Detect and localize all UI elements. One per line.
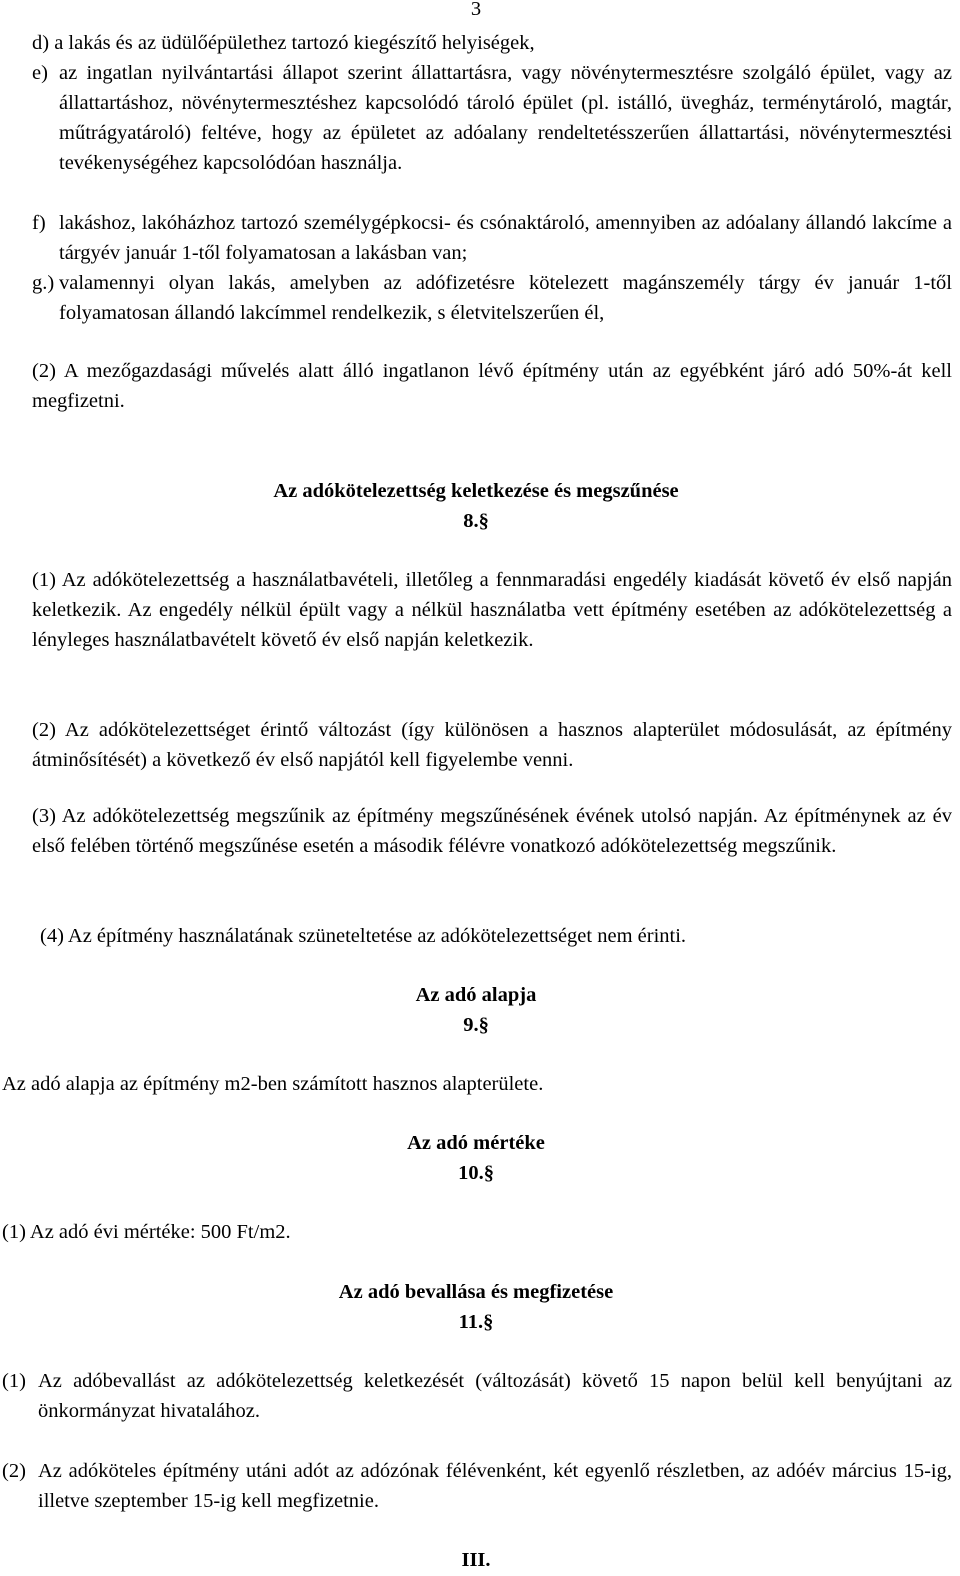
section-8-paragraph-2: (2) Az adókötelezettséget érintő változást (így különösen a hasznos alapterület módosulását, az építmény átminősítését) a következő év első napjától kell figyelembe venni. [32,719,952,771]
section-11-paragraph-1 [2,1366,952,1426]
section-9-number [0,1010,952,1040]
section-11-number [0,1307,952,1337]
paragraph-text: Az adóköteles építmény utáni adót az adózónak félévenként, két egyenlő részletben, az adóév március 15-ig, illetve szeptember 15-ig kell megfizetnie. [38,1460,952,1512]
list-item-label: f) [32,212,46,234]
section-10-number [0,1158,952,1188]
list-item-g [32,268,952,328]
section-number: 9. [463,1014,479,1036]
list-item-label: e) [32,62,48,84]
list-item-text: valamennyi olyan lakás, amelyben az adófizetésre kötelezett magánszemély tárgy év január 1-től folyamatosan állandó lakcímmel rendelkezik, s életvitelszerűen él, [59,272,952,324]
list-item-label: g.) [32,272,55,294]
section-sign: § [478,510,489,532]
list-item-text: lakáshoz, lakóházhoz tartozó személygépkocsi- és csónaktároló, amennyiben az adóalany állandó lakcíme a tárgyév január 1-től folyamatosan a lakásban van; [59,212,952,264]
section-sign: § [478,1014,489,1036]
paragraph-text: Az adóbevallást az adókötelezettség keletkezését (változását) követő 15 napon belül kell benyújtani az önkormányzat hivatalához. [38,1370,952,1422]
paragraph-label: (2) [2,1460,26,1482]
section-8-paragraph-4: (4) Az építmény használatának szüneteltetése az adókötelezettséget nem érinti. [40,925,687,947]
list-item-e [32,58,952,178]
section-10-title: Az adó mértéke [407,1132,545,1154]
section-9-title: Az adó alapja [415,984,537,1006]
section-8-number [0,506,952,536]
section-8-title: Az adókötelezettség keletkezése és megszűnése [273,480,679,502]
list-item-text: az ingatlan nyilvántartási állapot szerint állattartásra, vagy növénytermesztésre szolgáló épület, vagy az állattartáshoz, növénytermesztéshez kapcsolódó tároló épület (pl. istálló, üvegház, terménytároló, magtár, műtrágyatároló) feltéve, hogy az épületet az adóalany rendeltetésszerűen állattartási, növénytermesztési tevékenységéhez kapcsolódóan használja. [59,62,952,174]
chapter-heading: III. [461,1549,491,1571]
section-9-paragraph-1: Az adó alapja az építmény m2-ben számított hasznos alapterülete. [2,1073,544,1095]
page-number: 3 [470,0,482,20]
section-10-paragraph-1: (1) Az adó évi mértéke: 500 Ft/m2. [2,1221,291,1243]
paragraph-label: (1) [2,1370,26,1392]
section-sign: § [483,1162,494,1184]
section-8-paragraph-3: (3) Az adókötelezettség megszűnik az építmény megszűnésének évének utolsó napján. Az építménynek az év első felében történő megszűnése esetén a második félévre vonatkozó adókötelezettség megszűnik. [32,805,952,857]
section-number: 10. [458,1162,484,1184]
section-11-paragraph-2 [2,1456,952,1516]
section-11-title: Az adó bevallása és megfizetése [338,1281,614,1303]
list-item-f [32,208,952,268]
section-number: 8. [463,510,479,532]
list-item-d: d) a lakás és az üdülőépülethez tartozó kiegészítő helyiségek, [32,32,535,54]
paragraph-7-2: (2) A mezőgazdasági művelés alatt álló ingatlanon lévő építmény után az egyébként járó adó 50%-át kell megfizetni. [32,360,952,412]
section-8-paragraph-1: (1) Az adókötelezettség a használatbavételi, illetőleg a fennmaradási engedély kiadását követő év első napján keletkezik. Az engedély nélkül épült vagy a nélkül használatba vett építmény esetében az adókötelezettség a lényleges használatbavételt követő év első napján keletkezik. [32,569,952,651]
section-number: 11. [458,1311,484,1333]
section-sign: § [483,1311,494,1333]
